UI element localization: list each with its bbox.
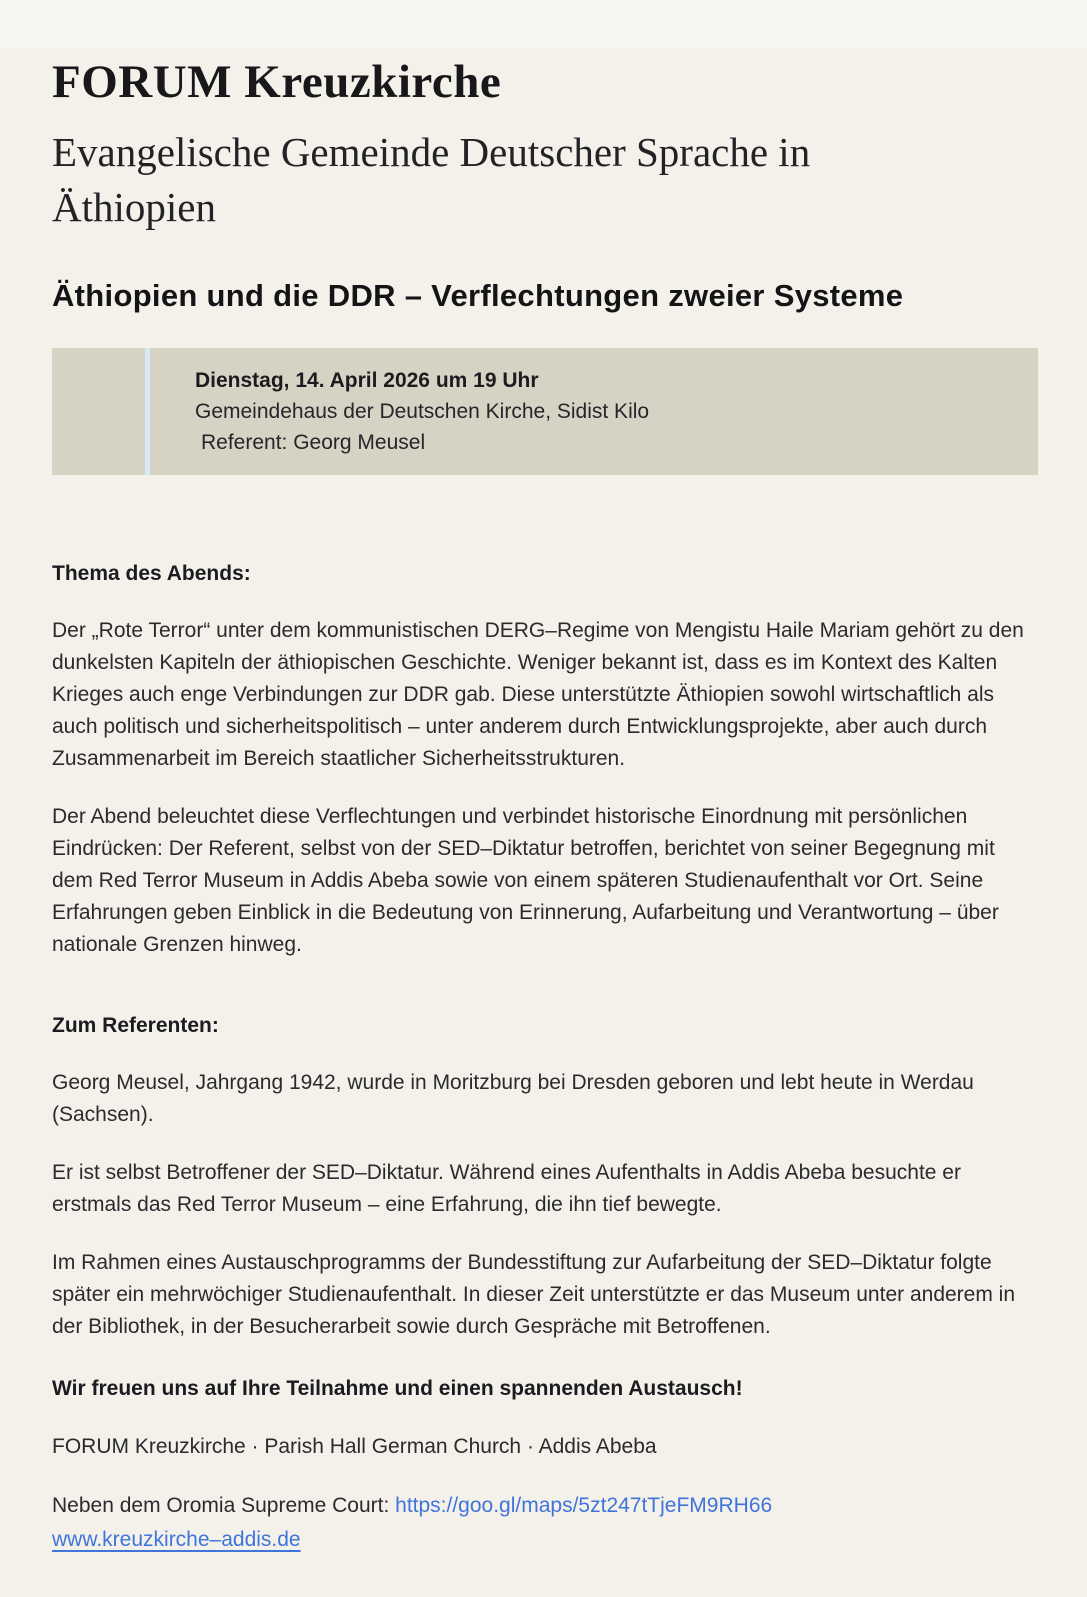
event-title: Äthiopien und die DDR – Verflechtungen zweier Systeme [52, 278, 904, 314]
speaker-heading: Zum Referenten: [52, 1013, 219, 1037]
website-link[interactable]: www.kreuzkirche–addis.de [52, 1527, 301, 1551]
speaker-paragraph-2: Er ist selbst Betroffener der SED–Diktatur. Während eines Aufenthalts in Addis Abeba besuchte er erstmals das Red Terror Museum – eine Erfahrung, die ihn tief bewegte. [52, 1160, 961, 1216]
topic-paragraph-1: Der „Rote Terror“ unter dem kommunistischen DERG–Regime von Mengistu Haile Mariam gehört zu den dunkelsten Kapiteln der äthiopischen Geschichte. Weniger bekannt ist, dass es im Kontext des Kalten Krieges auch enge Verbindungen zur DDR gab. Diese unterstützte Äthiopien sowohl wirtschaftlich als auch politisch und sicherheitspolitisch – unter anderem durch Entwicklungsprojekte, aber auch durch Zusammenarbeit im Bereich staatlicher Sicherheitsstrukturen. [52, 618, 1024, 770]
map-link[interactable]: https://goo.gl/maps/5zt247tTjeFM9RH66 [395, 1493, 773, 1517]
speaker-paragraph-1: Georg Meusel, Jahrgang 1942, wurde in Moritzburg bei Dresden geboren und lebt heute in Werdau (Sachsen). [52, 1070, 974, 1126]
cta-line: Wir freuen uns auf Ihre Teilnahme und einen spannenden Austausch! [52, 1376, 743, 1400]
page-title: FORUM Kreuzkirche [52, 56, 502, 108]
event-info-box [52, 348, 1038, 475]
page-subtitle: Evangelische Gemeinde Deutscher Sprache in Äthiopien [52, 128, 811, 230]
map-link-label: Neben dem Oromia Supreme Court: [52, 1493, 396, 1517]
speaker-paragraph-3: Im Rahmen eines Austauschprogramms der Bundesstiftung zur Aufarbeitung der SED–Diktatur folgte später ein mehrwöchiger Studienaufenthalt. In dieser Zeit unterstützte er das Museum unter anderem in der Bibliothek, in der Besucherarbeit sowie durch Gespräche mit Betroffenen. [52, 1250, 1016, 1338]
accent-bar [145, 348, 150, 475]
event-speaker: Referent: Georg Meusel [201, 430, 426, 454]
event-location: Gemeindehaus der Deutschen Kirche, Sidist Kilo [195, 399, 650, 423]
topic-paragraph-2: Der Abend beleuchtet diese Verflechtungen und verbindet historische Einordnung mit persönlichen Eindrücken: Der Referent, selbst von der SED–Diktatur betroffen, berichtet von seiner Begegnung mit dem Red Terror Museum in Addis Abeba sowie von einem späteren Studienaufenthalt vor Ort. Seine Erfahrungen geben Einblick in die Bedeutung von Erinnerung, Aufarbeitung und Verantwortung – über nationale Grenzen hinweg. [52, 804, 999, 956]
topic-heading: Thema des Abends: [52, 561, 251, 585]
address-line: FORUM Kreuzkirche · Parish Hall German Church · Addis Abeba [52, 1434, 657, 1458]
event-datetime: Dienstag, 14. April 2026 um 19 Uhr [195, 368, 539, 392]
links-block [52, 1489, 1037, 1557]
